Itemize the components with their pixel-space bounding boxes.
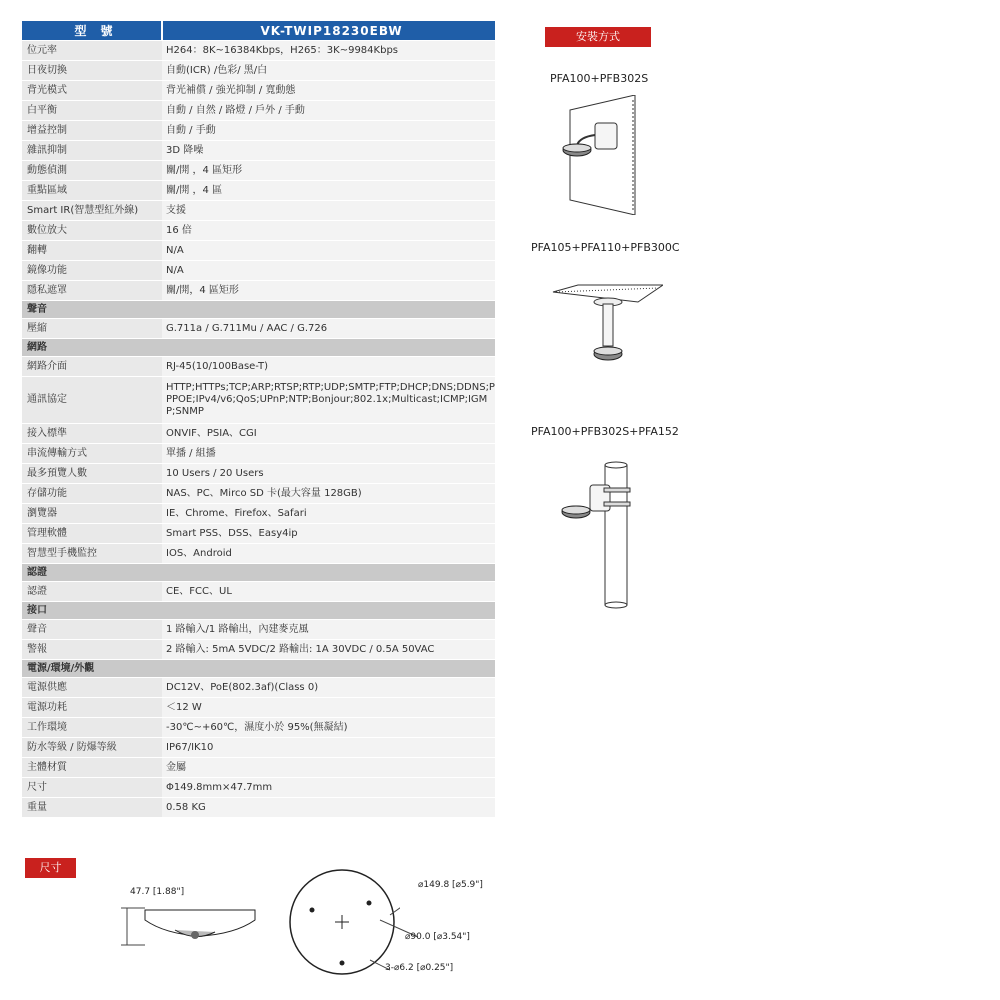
spec-value: IOS、Android bbox=[162, 544, 495, 564]
spec-table bbox=[22, 21, 495, 818]
spec-value: 關/開 ，4 區矩形 bbox=[162, 161, 495, 181]
spec-value: 支援 bbox=[162, 201, 495, 221]
spec-value: 2 路輸入: 5mA 5VDC/2 路輸出: 1A 30VDC / 0.5A 50VAC bbox=[162, 640, 495, 660]
inner-diameter-label: ⌀90.0 [⌀3.54"] bbox=[405, 932, 470, 942]
spec-row bbox=[22, 640, 495, 660]
spec-key: 通訊協定 bbox=[22, 377, 162, 424]
spec-key: 聲音 bbox=[22, 620, 162, 640]
spec-value: 自動 / 手動 bbox=[162, 121, 495, 141]
spec-row bbox=[22, 161, 495, 181]
spec-row bbox=[22, 201, 495, 221]
spec-row bbox=[22, 678, 495, 698]
spec-value: DC12V、PoE(802.3af)(Class 0) bbox=[162, 678, 495, 698]
mount-label-2: PFA105+PFA110+PFB300C bbox=[531, 241, 680, 254]
spec-value: NAS、PC、Mirco SD 卡(最大容量 128GB) bbox=[162, 484, 495, 504]
spec-key: 增益控制 bbox=[22, 121, 162, 141]
spec-key: 網路介面 bbox=[22, 357, 162, 377]
spec-key: 智慧型手機監控 bbox=[22, 544, 162, 564]
height-dimension-label: 47.7 [1.88"] bbox=[130, 887, 185, 897]
spec-value: N/A bbox=[162, 261, 495, 281]
spec-section-header bbox=[22, 660, 495, 678]
spec-key: 位元率 bbox=[22, 41, 162, 61]
spec-value: N/A bbox=[162, 241, 495, 261]
spec-row bbox=[22, 81, 495, 101]
spec-value: ＜12 W bbox=[162, 698, 495, 718]
spec-value: 16 倍 bbox=[162, 221, 495, 241]
spec-value: 金屬 bbox=[162, 758, 495, 778]
spec-section-header bbox=[22, 564, 495, 582]
ceiling-mount-illustration bbox=[548, 280, 663, 375]
holes-label: 3-⌀6.2 [⌀0.25"] bbox=[385, 963, 454, 973]
spec-value: HTTP;HTTPs;TCP;ARP;RTSP;RTP;UDP;SMTP;FTP;DHCP;DNS;DDNS;PPPOE;IPv4/v6;QoS;UPnP;NTP;Bonjour;802.1x;Multicast;ICMP;IGMP;SNMP bbox=[162, 377, 495, 424]
spec-row bbox=[22, 698, 495, 718]
dimension-title-badge: 尺寸 bbox=[25, 858, 76, 878]
mount-label-1: PFA100+PFB302S bbox=[550, 72, 649, 85]
spec-key: 主體材質 bbox=[22, 758, 162, 778]
spec-value: 1 路輸入/1 路輸出，內建麥克風 bbox=[162, 620, 495, 640]
section-title: 接口 bbox=[22, 602, 495, 620]
install-title-badge: 安裝方式 bbox=[545, 27, 651, 47]
spec-key: 日夜切換 bbox=[22, 61, 162, 81]
spec-section-header bbox=[22, 339, 495, 357]
spec-value: H264：8K~16384Kbps，H265：3K~9984Kbps bbox=[162, 41, 495, 61]
spec-header-row bbox=[22, 21, 495, 41]
section-title: 電源/環境/外觀 bbox=[22, 660, 495, 678]
spec-key: 重量 bbox=[22, 798, 162, 818]
spec-value: 3D 降噪 bbox=[162, 141, 495, 161]
spec-row bbox=[22, 484, 495, 504]
wall-mount-illustration bbox=[555, 95, 645, 215]
spec-key: 鏡像功能 bbox=[22, 261, 162, 281]
spec-row bbox=[22, 798, 495, 818]
spec-value: 背光補償 / 強光抑制 / 寬動態 bbox=[162, 81, 495, 101]
spec-key: 壓縮 bbox=[22, 319, 162, 339]
spec-row bbox=[22, 41, 495, 61]
spec-value: -30℃~+60℃，濕度小於 95%(無凝結) bbox=[162, 718, 495, 738]
spec-row bbox=[22, 221, 495, 241]
spec-key: 警報 bbox=[22, 640, 162, 660]
spec-key: 防水等級 / 防爆等級 bbox=[22, 738, 162, 758]
spec-key: 白平衡 bbox=[22, 101, 162, 121]
spec-row bbox=[22, 718, 495, 738]
spec-value: IP67/IK10 bbox=[162, 738, 495, 758]
spec-value: 10 Users / 20 Users bbox=[162, 464, 495, 484]
spec-key: 接入標準 bbox=[22, 424, 162, 444]
spec-key: 背光模式 bbox=[22, 81, 162, 101]
spec-row bbox=[22, 464, 495, 484]
pole-mount-illustration bbox=[560, 460, 640, 610]
spec-key: Smart IR(智慧型紅外線) bbox=[22, 201, 162, 221]
spec-key: 數位放大 bbox=[22, 221, 162, 241]
spec-row bbox=[22, 778, 495, 798]
spec-key: 工作環境 bbox=[22, 718, 162, 738]
spec-row bbox=[22, 544, 495, 564]
spec-row bbox=[22, 141, 495, 161]
spec-row bbox=[22, 524, 495, 544]
spec-value: RJ-45(10/100Base-T) bbox=[162, 357, 495, 377]
spec-value: 單播 / 組播 bbox=[162, 444, 495, 464]
spec-row bbox=[22, 504, 495, 524]
section-title: 網路 bbox=[22, 339, 495, 357]
spec-row bbox=[22, 444, 495, 464]
section-title: 認證 bbox=[22, 564, 495, 582]
spec-row bbox=[22, 281, 495, 301]
spec-header-label: 型 號 bbox=[22, 21, 162, 41]
spec-section-header bbox=[22, 602, 495, 620]
spec-key: 重點區域 bbox=[22, 181, 162, 201]
spec-key: 隱私遮罩 bbox=[22, 281, 162, 301]
spec-row bbox=[22, 582, 495, 602]
spec-row bbox=[22, 377, 495, 424]
model-number: VK-TWIP18230EBW bbox=[162, 21, 495, 41]
spec-key: 雜訊抑制 bbox=[22, 141, 162, 161]
spec-key: 翻轉 bbox=[22, 241, 162, 261]
spec-key: 最多預覽人數 bbox=[22, 464, 162, 484]
spec-key: 尺寸 bbox=[22, 778, 162, 798]
spec-row bbox=[22, 181, 495, 201]
diameter-label: ⌀149.8 [⌀5.9"] bbox=[418, 880, 483, 890]
spec-row bbox=[22, 738, 495, 758]
spec-value: ONVIF、PSIA、CGI bbox=[162, 424, 495, 444]
spec-value: CE、FCC、UL bbox=[162, 582, 495, 602]
spec-key: 串流傳輸方式 bbox=[22, 444, 162, 464]
spec-value: 自動(ICR) /色彩/ 黑/白 bbox=[162, 61, 495, 81]
spec-row bbox=[22, 319, 495, 339]
spec-row bbox=[22, 424, 495, 444]
spec-value: G.711a / G.711Mu / AAC / G.726 bbox=[162, 319, 495, 339]
spec-row bbox=[22, 101, 495, 121]
spec-row bbox=[22, 121, 495, 141]
spec-value: IE、Chrome、Firefox、Safari bbox=[162, 504, 495, 524]
spec-key: 電源供應 bbox=[22, 678, 162, 698]
spec-key: 電源功耗 bbox=[22, 698, 162, 718]
spec-value: Φ149.8mm×47.7mm bbox=[162, 778, 495, 798]
spec-row bbox=[22, 620, 495, 640]
spec-key: 管理軟體 bbox=[22, 524, 162, 544]
mount-label-3: PFA100+PFB302S+PFA152 bbox=[531, 425, 679, 438]
spec-value: 自動 / 自然 / 路燈 / 戶外 / 手動 bbox=[162, 101, 495, 121]
spec-key: 存儲功能 bbox=[22, 484, 162, 504]
section-title: 聲音 bbox=[22, 301, 495, 319]
spec-row bbox=[22, 357, 495, 377]
spec-key: 動態偵測 bbox=[22, 161, 162, 181]
spec-value: Smart PSS、DSS、Easy4ip bbox=[162, 524, 495, 544]
spec-row bbox=[22, 241, 495, 261]
spec-key: 瀏覽器 bbox=[22, 504, 162, 524]
spec-key: 認證 bbox=[22, 582, 162, 602]
spec-value: 關/開 ，4 區 bbox=[162, 181, 495, 201]
spec-row bbox=[22, 758, 495, 778]
spec-value: 關/開，4 區矩形 bbox=[162, 281, 495, 301]
spec-row bbox=[22, 261, 495, 281]
spec-section-header bbox=[22, 301, 495, 319]
spec-value: 0.58 KG bbox=[162, 798, 495, 818]
spec-row bbox=[22, 61, 495, 81]
